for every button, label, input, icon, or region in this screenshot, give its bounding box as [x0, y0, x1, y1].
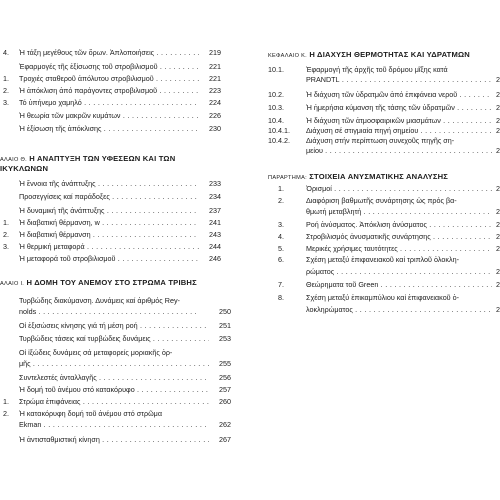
entry-page: 219 — [201, 49, 221, 57]
toc-entry — [0, 322, 233, 332]
toc-entry — [268, 221, 500, 231]
entry-title: Ἡ ἀπόκλιση ἀπό παράγοντες στροβιλισμοῦ . . . — [19, 87, 199, 95]
toc-entry — [268, 245, 500, 255]
entry-page: 255 — [211, 360, 231, 368]
entry-page: 260 — [211, 398, 231, 406]
entry-title: Τό ὑπήνεμο χαμηλό . . . — [19, 99, 199, 107]
entry-title: Σχέση μεταξύ ἐπικαμπύλιου καί ἐπιφανειακοῦ ὁ- — [306, 293, 460, 302]
entry-page: 233 — [201, 180, 221, 188]
toc-entry — [268, 185, 500, 195]
entry-page: 262 — [211, 421, 231, 429]
entry-title-continuation: nolds . . . — [19, 308, 199, 316]
entry-title: Σχέση μεταξύ ἐπιφανειακοῦ καί τριπλοῦ ὁλοκλη- — [306, 255, 459, 264]
toc-entry — [268, 197, 500, 217]
entry-title: Ροή ἀνύσματος. Ἀπόκλιση ἀνύσματος . . . — [306, 221, 492, 229]
entry-title: Ἡ δομή τοῦ ἀνέμου στό κατακόρυφο . . . — [19, 386, 209, 394]
entry-page: 237 — [201, 207, 221, 215]
entry-title-continuation: λοκληρώματος . . . — [306, 306, 492, 314]
appendix-heading — [268, 173, 448, 182]
entry-page: 256 — [211, 374, 231, 382]
entry-page: 2 — [492, 76, 500, 84]
entry-number: 2. — [3, 409, 9, 418]
toc-entry — [268, 117, 500, 127]
toc-entry — [0, 398, 233, 408]
entry-title: Συντελεστές ἀνταλλαγῆς . . . — [19, 374, 209, 382]
entry-page: 2 — [492, 104, 500, 112]
entry-page: 226 — [201, 112, 221, 120]
entry-page: 244 — [201, 243, 221, 251]
entry-page: 257 — [211, 386, 231, 394]
entry-title: Διάχυση σέ στιγμιαία πηγή σημείου . . . — [306, 127, 492, 135]
entry-title: Προσεγγίσεις καί παράδοξες . . . — [19, 193, 199, 201]
entry-title: Ἡ δυναμική τῆς ἀνάπτυξης . . . — [19, 207, 199, 215]
entry-title: Οἱ ἐξισώσεις κίνησης γιά τή μέση ροή . . . — [19, 322, 209, 330]
entry-title: Ἡ ἐξίσωση τῆς ἀπόκλισης . . . — [19, 125, 199, 133]
entry-title: Ἡ μεταφορά τοῦ στροβιλισμοῦ . . . — [19, 255, 199, 263]
toc-entry — [0, 112, 233, 122]
toc-entry — [0, 63, 233, 73]
entry-title-continuation: μῆς . . . — [19, 360, 209, 368]
chapter-heading — [268, 51, 470, 60]
toc-entry — [268, 281, 500, 291]
toc-entry — [268, 104, 500, 114]
entry-page: 2 — [492, 147, 500, 155]
chapter-title: Η ΔΟΜΗ ΤΟΥ ΑΝΕΜΟΥ ΣΤΟ ΣΤΡΩΜΑ ΤΡΙΒΗΣ — [26, 278, 197, 287]
entry-title: Ἡ θερμική μεταφορά . . . — [19, 243, 199, 251]
toc-entry — [268, 294, 500, 314]
toc-entry — [0, 87, 233, 97]
entry-title-continuation: μείου . . . — [306, 147, 492, 155]
entry-number: 5. — [278, 244, 284, 253]
toc-entry — [268, 233, 500, 243]
entry-page: 2 — [492, 268, 500, 276]
entry-page: 241 — [201, 219, 221, 227]
entry-number: 10.4.1. — [268, 126, 290, 135]
chapter-title: Η ΑΝΑΠΤΥΞΗ ΤΩΝ ΥΦΕΣΕΩΝ ΚΑΙ ΤΩΝ — [29, 154, 176, 163]
entry-page: 250 — [211, 308, 231, 316]
entry-number: 1. — [3, 218, 9, 227]
chapter-label: ΚΕΦΑΛΑΙΟ Κ. — [268, 53, 308, 59]
entry-number: 2. — [3, 86, 9, 95]
entry-title: Τυρβώδεις τάσεις καί τυρβώδεις δυνάμεις . . . — [19, 335, 209, 343]
toc-entry — [0, 180, 233, 190]
entry-number: 2. — [3, 230, 9, 239]
entry-number: 4. — [3, 48, 9, 57]
entry-page: 246 — [201, 255, 221, 263]
entry-number: 10.1. — [268, 65, 284, 74]
entry-page: 2 — [492, 221, 500, 229]
entry-page: 2 — [492, 233, 500, 241]
toc-entry — [268, 256, 500, 276]
entry-title: Ἡ κατακόρυφη δομή τοῦ ἀνέμου στό στρῶμα — [19, 409, 162, 418]
entry-number: 8. — [278, 293, 284, 302]
entry-title: Μερικές χρήσιμες ταυτότητες . . . — [306, 245, 492, 253]
entry-number: 10.2. — [268, 90, 284, 99]
entry-page: 2 — [492, 245, 500, 253]
entry-page: 2 — [492, 306, 500, 314]
entry-number: 6. — [278, 255, 284, 264]
toc-entry — [268, 91, 500, 101]
toc-entry — [0, 349, 233, 369]
entry-title: Ἡ διαβατική θέρμανση, w . . . — [19, 219, 199, 227]
entry-number: 1. — [3, 74, 9, 83]
chapter-label: ΑΛΑΙΟ Ι. — [0, 281, 25, 287]
entry-title: Ἐφαρμογή τῆς ἀρχῆς τοῦ δρόμου μῖξης κατά — [306, 65, 448, 74]
toc-entry — [0, 335, 233, 345]
toc-entry — [0, 49, 233, 59]
entry-number: 3. — [3, 242, 9, 251]
toc-entry — [268, 137, 500, 157]
chapter-heading-continuation — [0, 165, 48, 174]
toc-entry — [0, 410, 233, 430]
entry-title: Ἡ ἀντισταθμιστική κίνηση . . . — [19, 436, 209, 444]
entry-page: 251 — [211, 322, 231, 330]
entry-title: Ἡ διάχυση τῶν ἀτμοσφαιρικῶν μιασμάτων . . . — [306, 117, 492, 125]
entry-page: 223 — [201, 87, 221, 95]
toc-entry — [0, 99, 233, 109]
toc-entry — [0, 207, 233, 217]
entry-title-continuation: PRANDTL . . . — [306, 76, 492, 84]
entry-page: 253 — [211, 335, 231, 343]
entry-page: 2 — [492, 127, 500, 135]
entry-title-continuation: θμωτή μεταβλητή . . . — [306, 208, 492, 216]
toc-entry — [0, 243, 233, 253]
appendix-label: ΠΑΡΑΡΤΗΜΑ: — [268, 175, 307, 181]
entry-title: Διάχυση στήν περίπτωση συνεχοῦς πηγῆς ση- — [306, 136, 455, 145]
entry-number: 10.4. — [268, 116, 284, 125]
entry-number: 3. — [3, 98, 9, 107]
entry-page: 2 — [492, 281, 500, 289]
entry-number: 1. — [278, 184, 284, 193]
toc-entry — [0, 75, 233, 85]
entry-page: 221 — [201, 75, 221, 83]
toc-entry — [0, 374, 233, 384]
entry-title: Ἡ ἡμερήσια κύμανση τῆς τάσης τῶν ὑδρατμῶν . . . — [306, 104, 492, 112]
toc-entry — [268, 66, 500, 86]
entry-title: Στρώμα ἐπιφάνειας . . . — [19, 398, 209, 406]
toc-entry — [0, 255, 233, 265]
appendix-title: ΣΤΟΙΧΕΙΑ ΑΝΥΣΜΑΤΙΚΗΣ ΑΝΑΛΥΣΗΣ — [309, 172, 449, 181]
entry-title: Ἡ τάξη μεγέθους τῶν ὅρων. Ἀπλοποιήσεις . . . — [19, 49, 199, 57]
entry-title: Οἱ ἰξώδεις δυνάμεις σά μεταφορείς μοριακῆς ὁρ- — [19, 348, 173, 357]
entry-page: 234 — [201, 193, 221, 201]
entry-title: Διαφόριση βαθμωτῆς συνάρτησης ὡς πρός βα- — [306, 196, 457, 205]
entry-number: 10.3. — [268, 103, 284, 112]
entry-page: 2 — [492, 208, 500, 216]
entry-title: Τροχιές σταθεροῦ ἀπόλυτου στροβιλισμοῦ . . . — [19, 75, 199, 83]
entry-title: Ὁρισμοί . . . — [306, 185, 492, 193]
chapter-heading — [0, 155, 175, 164]
toc-entry — [0, 231, 233, 241]
entry-number: 10.4.2. — [268, 136, 290, 145]
entry-title: Θεώρηματα τοῦ Green . . . — [306, 281, 492, 289]
entry-page: 2 — [492, 91, 500, 99]
entry-title: Στροβιλισμός ἀνυσματικῆς συνάρτησης . . . — [306, 233, 492, 241]
toc-entry — [0, 125, 233, 135]
chapter-label: ΑΛΑΙΟ Θ. — [0, 157, 27, 163]
chapter-heading — [0, 279, 197, 288]
entry-title: Ἡ θεωρία τῶν μακρῶν κυμάτων . . . — [19, 112, 199, 120]
entry-title: Ἐφαρμογές τῆς ἐξίσωσης τοῦ στροβιλισμοῦ . . . — [19, 63, 199, 71]
entry-number: 4. — [278, 232, 284, 241]
entry-number: 1. — [3, 397, 9, 406]
entry-title-continuation: ρώματος . . . — [306, 268, 492, 276]
toc-entry — [0, 436, 233, 446]
entry-page: 267 — [211, 436, 231, 444]
entry-title: Ἡ διάχυση τῶν ὑδρατμῶν ἀπό ἐπιφάνεια νεροῦ . . . — [306, 91, 492, 99]
toc-entry — [0, 193, 233, 203]
entry-page: 243 — [201, 231, 221, 239]
entry-page: 221 — [201, 63, 221, 71]
entry-title-continuation: Ekman . . . — [19, 421, 209, 429]
entry-number: 7. — [278, 280, 284, 289]
entry-page: 230 — [201, 125, 221, 133]
entry-page: 2 — [492, 117, 500, 125]
entry-title: Ἡ ἔννοια τῆς ἀνάπτυξης . . . — [19, 180, 199, 188]
chapter-title: Η ΔΙΑΧΥΣΗ ΘΕΡΜΟΤΗΤΑΣ ΚΑΙ ΥΔΡΑΤΜΩΝ — [309, 50, 470, 59]
toc-entry — [0, 219, 233, 229]
toc-entry — [0, 297, 233, 317]
entry-title: Ἡ διαβατική θέρμανση . . . — [19, 231, 199, 239]
entry-number: 3. — [278, 220, 284, 229]
chapter-title-cont: ΙΚΥΚΛΩΝΩΝ — [0, 164, 49, 173]
entry-page: 224 — [201, 99, 221, 107]
toc-entry — [0, 386, 233, 396]
entry-title: Τυρβώδης διακύμανση. Δυνάμεις καί ἀριθμός Rey- — [19, 296, 180, 305]
entry-page: 2 — [492, 185, 500, 193]
entry-number: 2. — [278, 196, 284, 205]
